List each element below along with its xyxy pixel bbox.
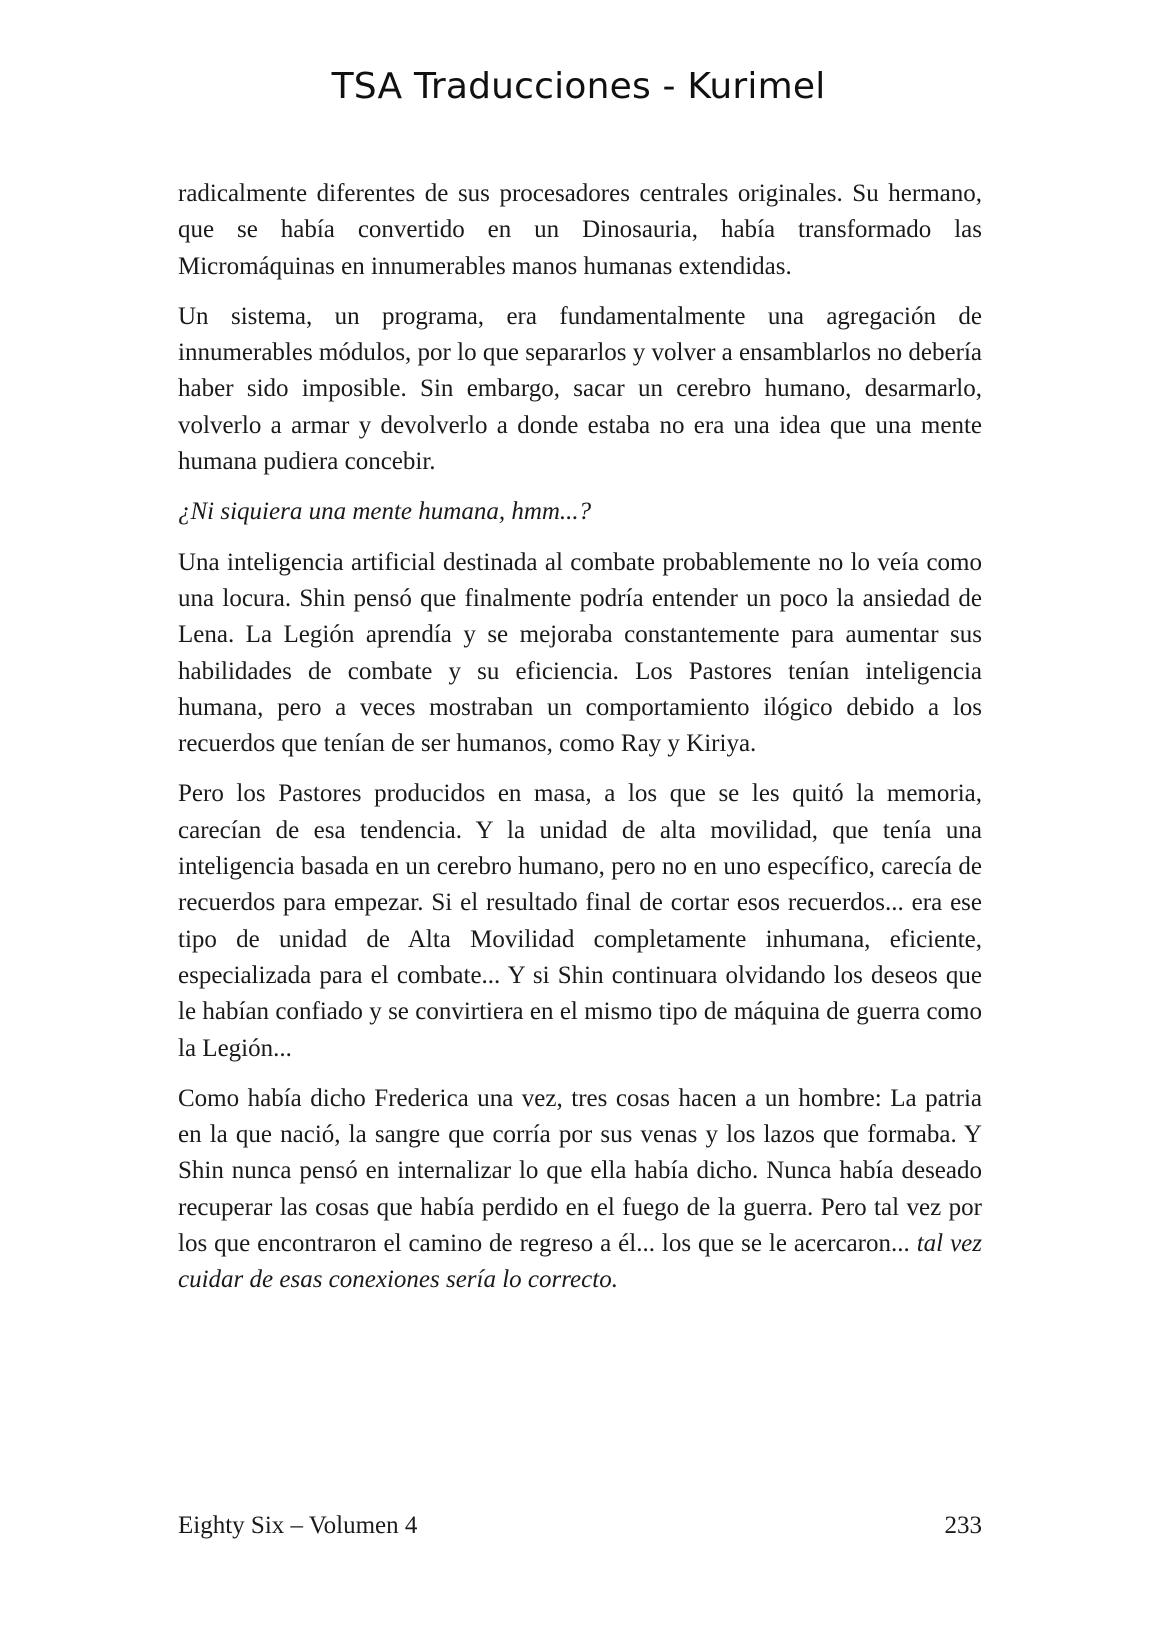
italic-ending: tal vez cuidar de esas conexiones sería lo correcto. — [178, 1230, 982, 1294]
paragraph: radicalmente diferentes de sus procesadores centrales originales. Su hermano, que se había convertido en un Dinosauria, había transformado las Micromáquinas en innumerables manos humanas extendidas. — [178, 180, 982, 280]
paragraph-text: Como había dicho Frederica una vez, tres cosas hacen a un hombre: La patria en la que nació, la sangre que corría por sus venas y los lazos que formaba. Y Shin nunca pensó en internalizar lo que ella había dicho. Nunca había deseado recuperar las cosas que había perdido en el fuego de la guerra. Pero tal vez por los que encontraron el camino de regreso a él... los que se le acercaron... — [178, 1084, 982, 1258]
page-footer — [178, 1512, 982, 1540]
paragraph — [178, 1081, 982, 1299]
body-text — [178, 176, 982, 1313]
paragraph: Pero los Pastores producidos en masa, a los que se les quitó la memoria, carecían de esa tendencia. Y la unidad de alta movilidad, que tenía una inteligencia basada en un cerebro humano, pero no en uno específico, carecía de recuerdos para empezar. Si el resultado final de cortar esos recuerdos... era ese tipo de unidad de Alta Movilidad completamente inhumana, eficiente, especializada para el combate... Y si Shin continuara olvidando los deseos que le habían confiado y se convirtiera en el mismo tipo de máquina de guerra como la Legión... — [178, 780, 982, 1062]
footer-book-title: Eighty Six – Volumen 4 — [178, 1512, 418, 1539]
paragraph: Una inteligencia artificial destinada al combate probablemente no lo veía como una locura. Shin pensó que finalmente podría entender un poco la ansiedad de Lena. La Legión aprendía y se mejoraba constantemente para aumentar sus habilidades de combate y su eficiencia. Los Pastores tenían inteligencia humana, pero a veces mostraban un comportamiento ilógico debido a los recuerdos que tenían de ser humanos, como Ray y Kiriya. — [178, 548, 982, 758]
page-header-title: TSA Traducciones - Kurimel — [331, 66, 826, 107]
italic-thought: ¿Ni siquiera una mente humana, hmm...? — [178, 498, 592, 526]
page-number: 233 — [944, 1512, 982, 1539]
paragraph: Un sistema, un programa, era fundamentalmente una agregación de innumerables módulos, por lo que separarlos y volver a ensamblarlos no debería haber sido imposible. Sin embargo, sacar un cerebro humano, desarmarlo, volverlo a armar y devolverlo a donde estaba no era una idea que una mente humana pudiera concebir. — [178, 302, 982, 476]
